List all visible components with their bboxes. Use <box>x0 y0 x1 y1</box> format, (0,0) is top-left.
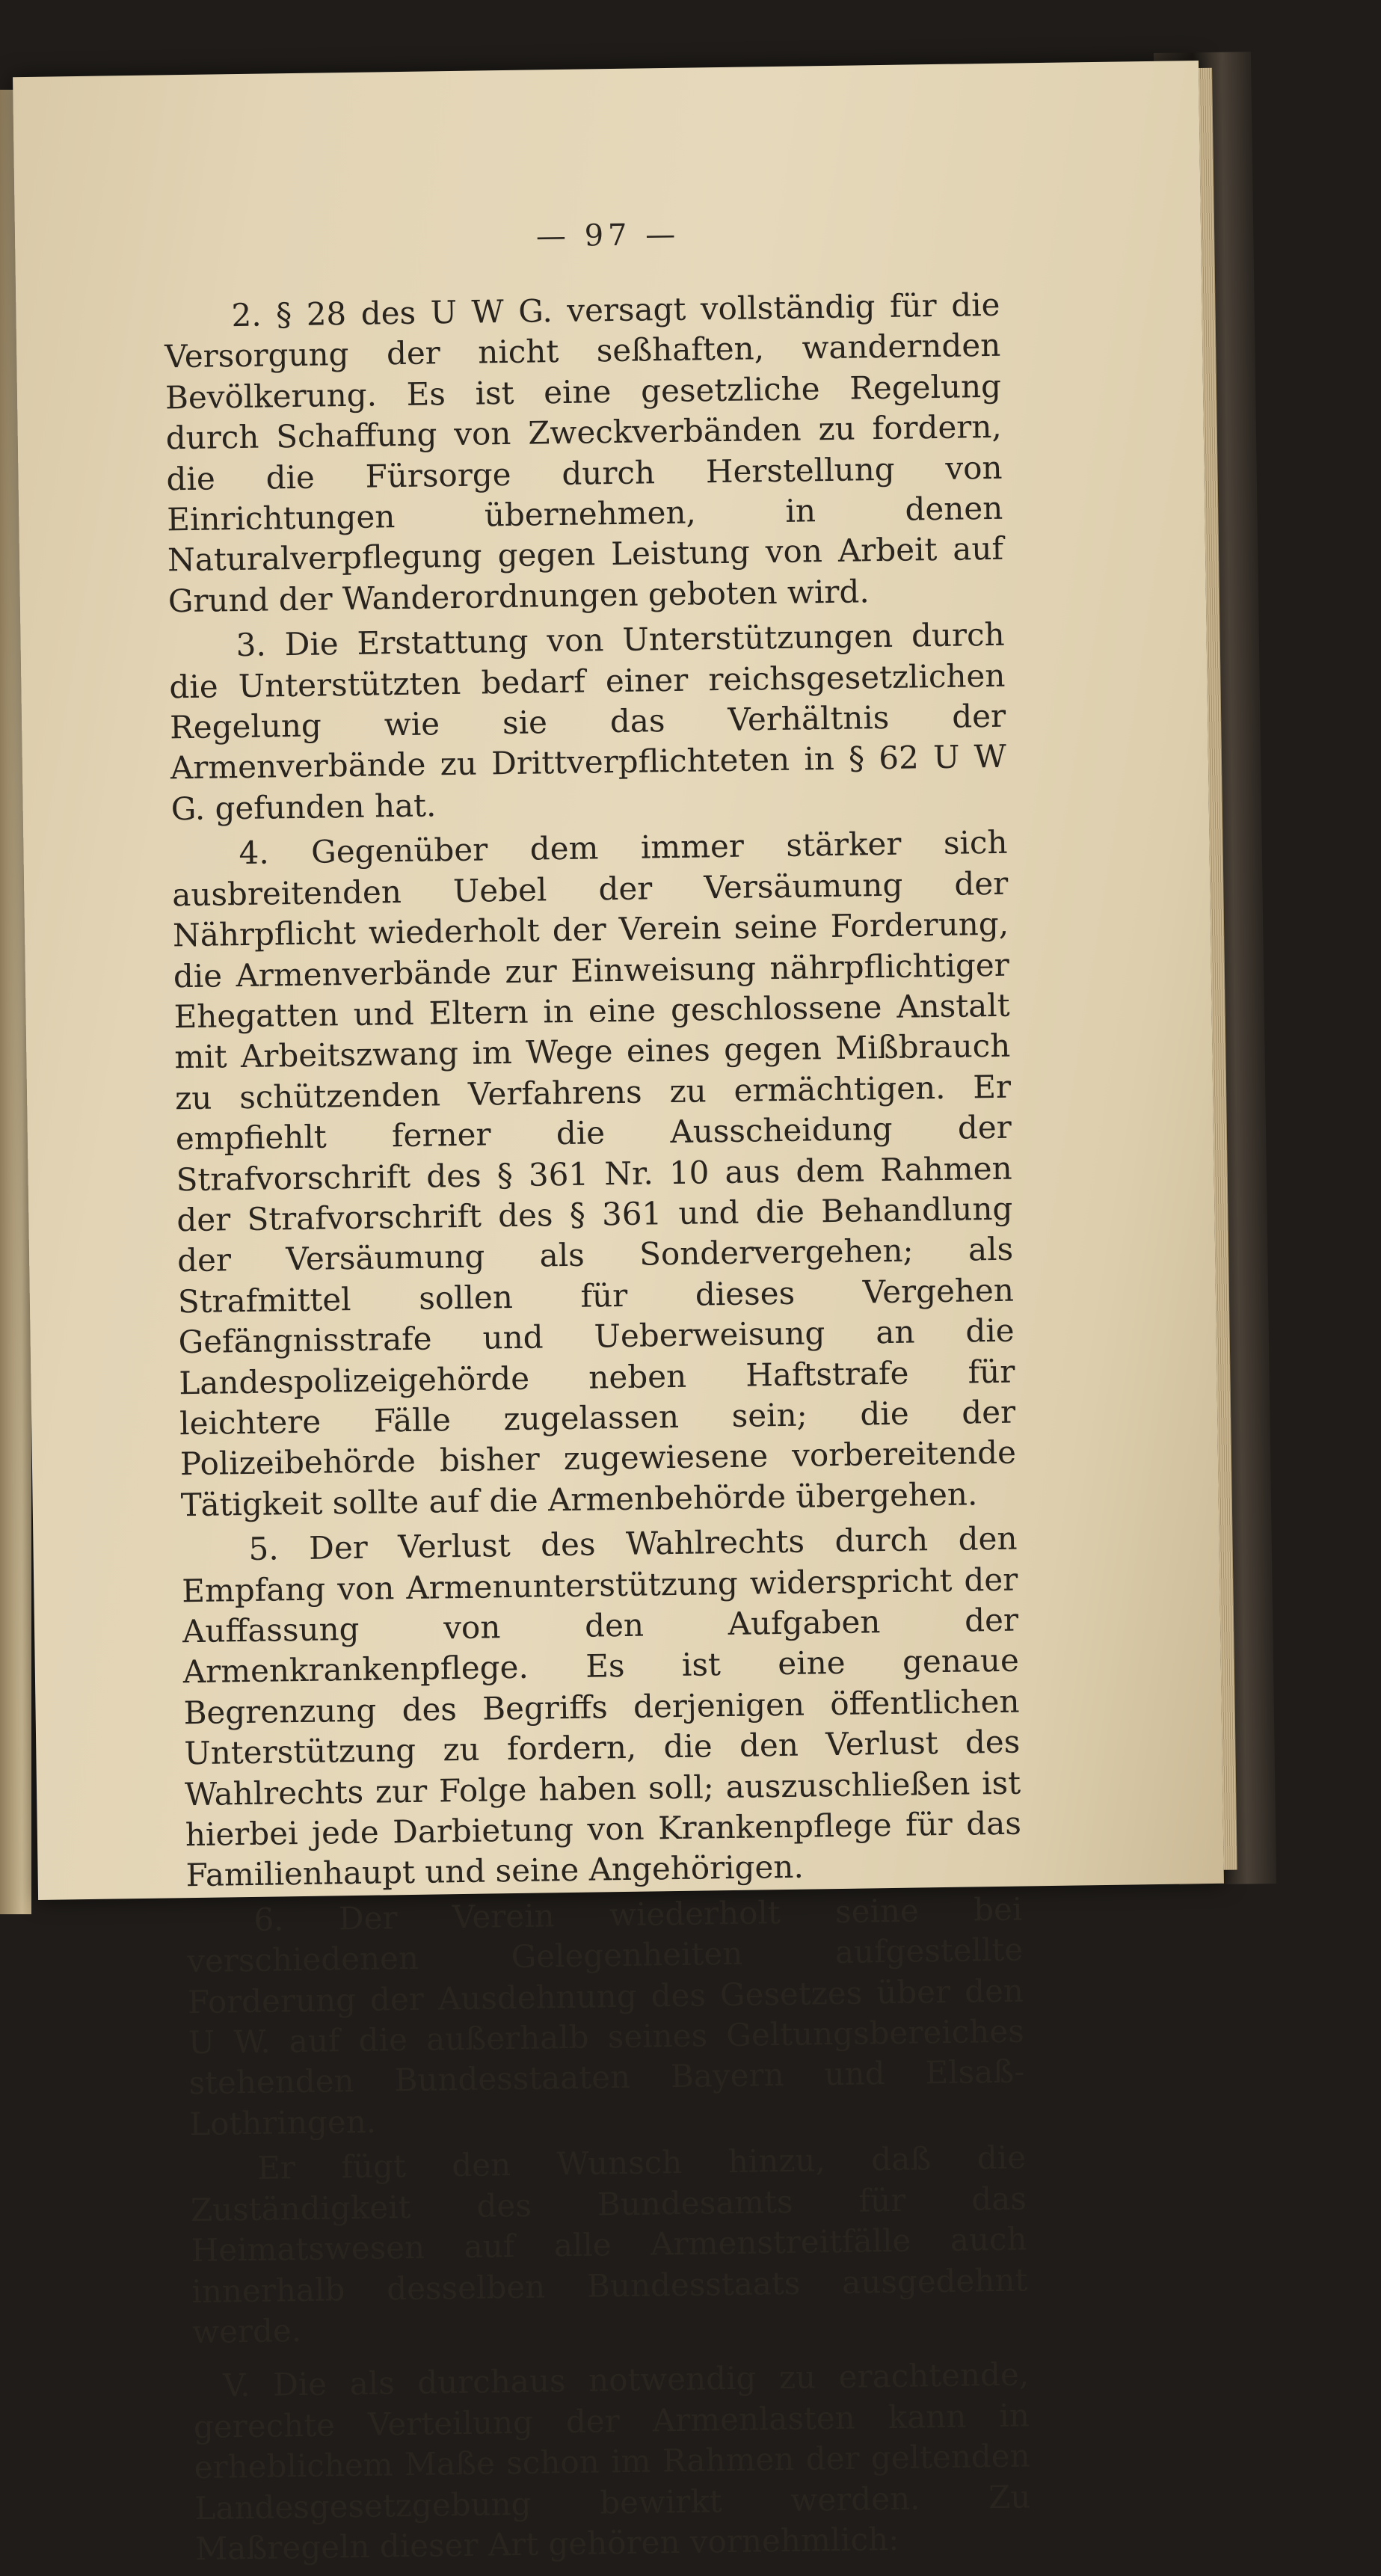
paragraph-6: 6. Der Verein wiederholt seine bei verschiedenen Gelegenheiten aufgestellte Forderung der Ausdehnung des Gesetzes über den U W. auf die außerhalb seines Geltungsbereiches stehenden Bundesstaaten Bayern und Elsaß-Lothringen. <box>186 1890 1025 2143</box>
book-page <box>13 61 1224 2568</box>
paragraph-4: 4. Gegenüber dem immer stärker sich ausbreitenden Uebel der Versäumung der Nährpflicht wiederholt der Verein seine Forderung, die Armenverbände zur Einweisung nährpflichtiger Ehegatten und Eltern in eine geschlossene Anstalt mit Arbeitszwang im Wege eines gegen Mißbrauch zu schützenden Verfahrens zu ermächtigen. Er empfiehlt ferner die Ausscheidung der Strafvorschrift des § 361 Nr. 10 aus dem Rahmen der Strafvorschrift des § 361 und die Behandlung der Versäumung als Sondervergehen; als Strafmittel sollen für dieses Vergehen Gefängnisstrafe und Ueberweisung an die Landespolizeigehörde neben Haftstrafe für leichtere Fälle zugelassen sein; die der Polizeibehörde bisher zugewiesene vorbereitende Tätigkeit sollte auf die Armenbehörde übergehen. <box>172 823 1017 1524</box>
paragraph-v: V. Die als durchaus notwendig zu erachtende, gerechte Verteilung der Armenlasten kann in erheblichem Maße schon im Rahmen der geltenden Landesgesetzgebung bewirkt werden. Zu Maßregeln dieser Art gehören vornehmlich: <box>193 2355 1031 2568</box>
page-number: — 97 — <box>535 217 680 254</box>
page-body <box>164 285 1031 2575</box>
paragraph-5: 5. Der Verlust des Wahlrechts durch den Empfang von Armenunterstützung widerspricht der Auffassung von den Aufgaben der Armenkrankenpflege. Es ist eine genaue Begrenzung des Begriffs derjenigen öffentlichen Unterstützung zu fordern, die den Verlust des Wahlrechts zur Folge haben soll; auszuschließen ist hierbei jede Darbietung von Krankenpflege für das Familienhaupt und seine Angehörigen. <box>181 1519 1022 1894</box>
paragraph-2: 2. § 28 des U W G. versagt vollständig für die Versorgung der nicht seßhaften, wandernden Bevölkerung. Es ist eine gesetzliche Regelung durch Schaffung von Zweckverbänden zu fordern, die die Fürsorge durch Herstellung von Einrichtungen übernehmen, in denen Naturalverpflegung gegen Leistung von Arbeit auf Grund der Wanderordnungen geboten wird. <box>164 286 1004 620</box>
paragraph-3: 3. Die Erstattung von Unterstützungen durch die Unterstützten bedarf einer reichsgesetzlichen Regelung wie sie das Verhältnis der Armenverbände zu Drittverpflichteten in § 62 U W G. gefunden hat. <box>169 615 1007 828</box>
paragraph-6-addendum: Er fügt den Wunsch hinzu, daß die Zuständigkeit des Bundesamts für das Heimatswesen auf alle Armenstreitfälle auch innerhalb desselben Bundesstaats ausgedehnt werde. <box>190 2139 1028 2351</box>
